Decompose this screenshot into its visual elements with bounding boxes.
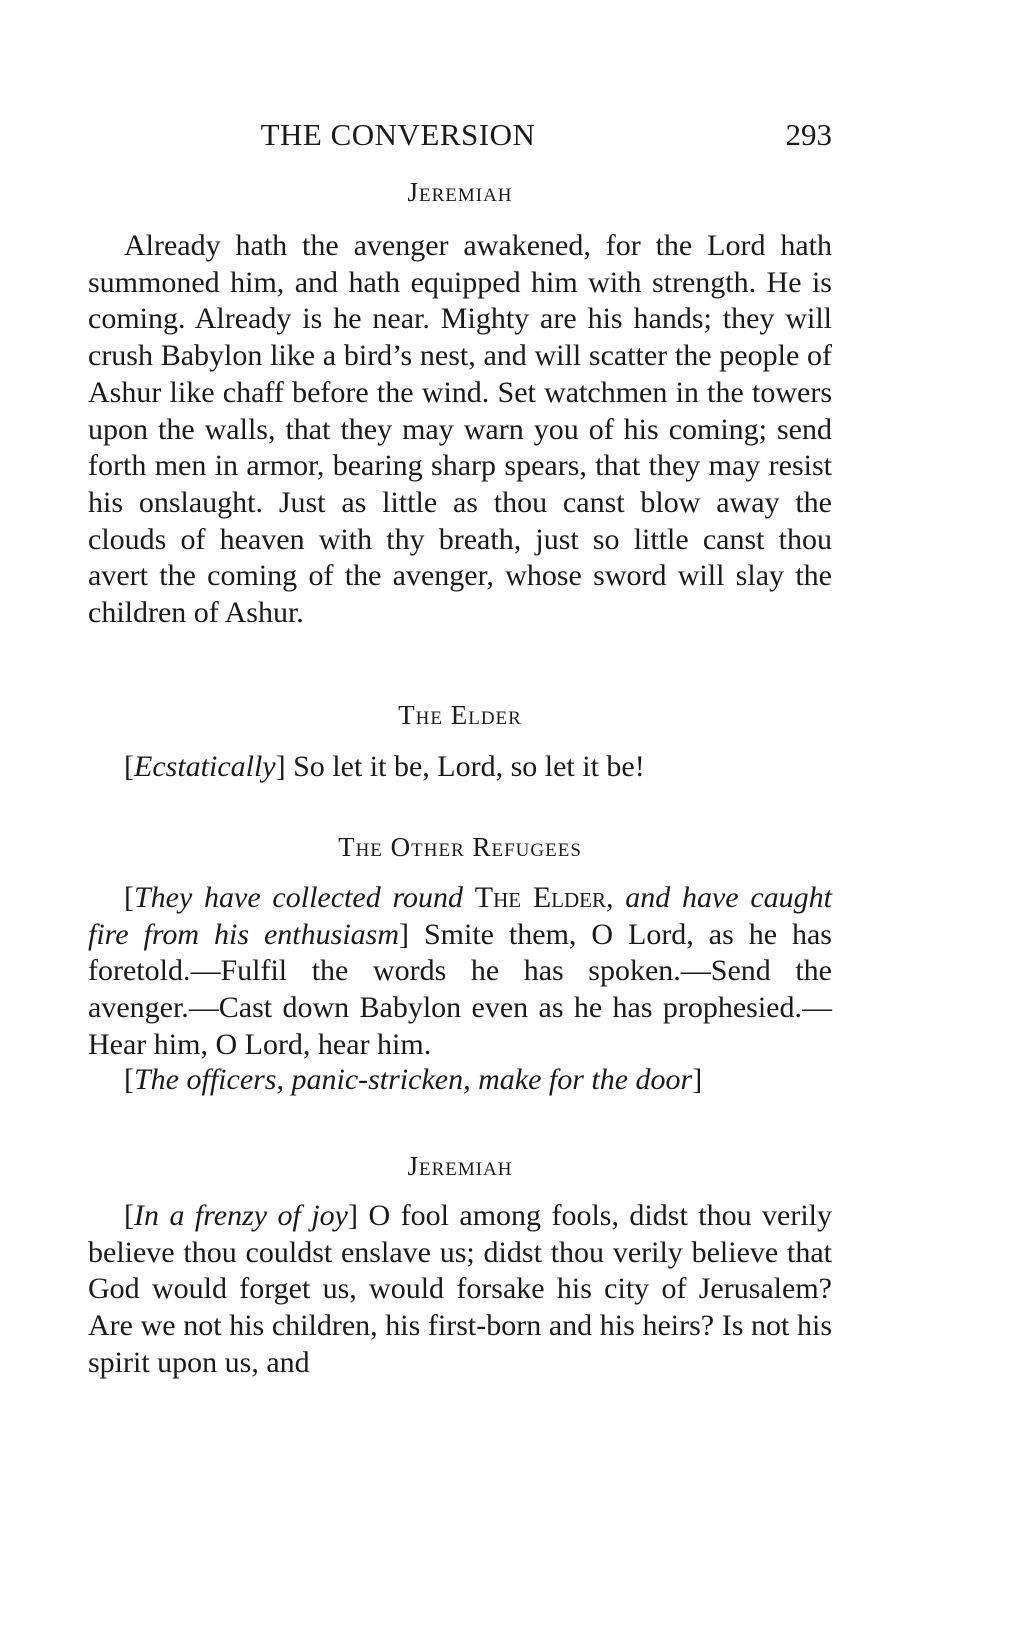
stage-direction-part: , and have caught fire from his enthusiasm bbox=[88, 881, 832, 951]
bracket-open: [ bbox=[124, 881, 134, 914]
dialogue-text: Smite them, O Lord, as he has foretold.—Fulfil the words he has spoken.—Send the avenger.—Cast down Babylon even as he has prophesied.—Hear him, O Lord, hear him. bbox=[88, 917, 832, 1061]
stage-direction-paragraph bbox=[88, 1062, 832, 1099]
stage-direction: In a frenzy of joy bbox=[134, 1199, 349, 1232]
book-page bbox=[88, 0, 832, 1632]
bracket-close: ] bbox=[692, 1063, 703, 1096]
dialogue-text: O fool among fools, didst thou verily believe thou couldst enslave us; didst thou verily believe that God would forget us, would forsake his city of Jerusalem? Are we not his children, his first-born and his heirs? Is not his spirit upon us, and bbox=[88, 1199, 833, 1379]
dialogue-paragraph bbox=[88, 880, 832, 1064]
stage-direction: The officers, panic-stricken, make for the door bbox=[134, 1063, 693, 1096]
bracket-close: ] bbox=[348, 1199, 359, 1232]
stage-direction: Ecstatically bbox=[134, 750, 276, 783]
dialogue-paragraph: Already hath the avenger awakened, for the Lord hath summoned him, and hath equipped him with strength. He is coming. Already is he near. Mighty are his hands; they will crush Babylon like a bird’s nest, and will scatter the people of Ashur like chaff before the wind. Set watchmen in the towers upon the walls, that they may warn you of his coming; send forth men in armor, bearing sharp spears, that they may resist his onslaught. Just as little as thou canst blow away the clouds of heaven with thy breath, just so little canst thou avert the coming of the avenger, whose sword will slay the children of Ashur. bbox=[88, 229, 832, 630]
dialogue-paragraph bbox=[88, 749, 832, 786]
speaker-name-other-refugees: The Other Refugees bbox=[338, 832, 582, 862]
dialogue-paragraph bbox=[88, 1198, 832, 1382]
running-title: THE CONVERSION bbox=[260, 117, 536, 152]
stage-direction-part: They have collected round bbox=[134, 881, 475, 914]
bracket-close: ] bbox=[399, 917, 409, 951]
speaker-name-jeremiah: Jeremiah bbox=[407, 1151, 513, 1181]
bracket-open: [ bbox=[124, 1199, 134, 1232]
speaker-name-jeremiah: Jeremiah bbox=[407, 177, 513, 207]
running-head bbox=[88, 117, 832, 157]
bracket-close: ] bbox=[275, 750, 286, 783]
speaker-name-elder: The Elder bbox=[398, 700, 522, 730]
bracket-open: [ bbox=[124, 1063, 134, 1096]
dialogue-text: So let it be, Lord, so let it be! bbox=[285, 750, 645, 783]
bracket-open: [ bbox=[124, 750, 134, 783]
character-name: The Elder bbox=[474, 881, 606, 914]
page-number: 293 bbox=[785, 117, 832, 152]
